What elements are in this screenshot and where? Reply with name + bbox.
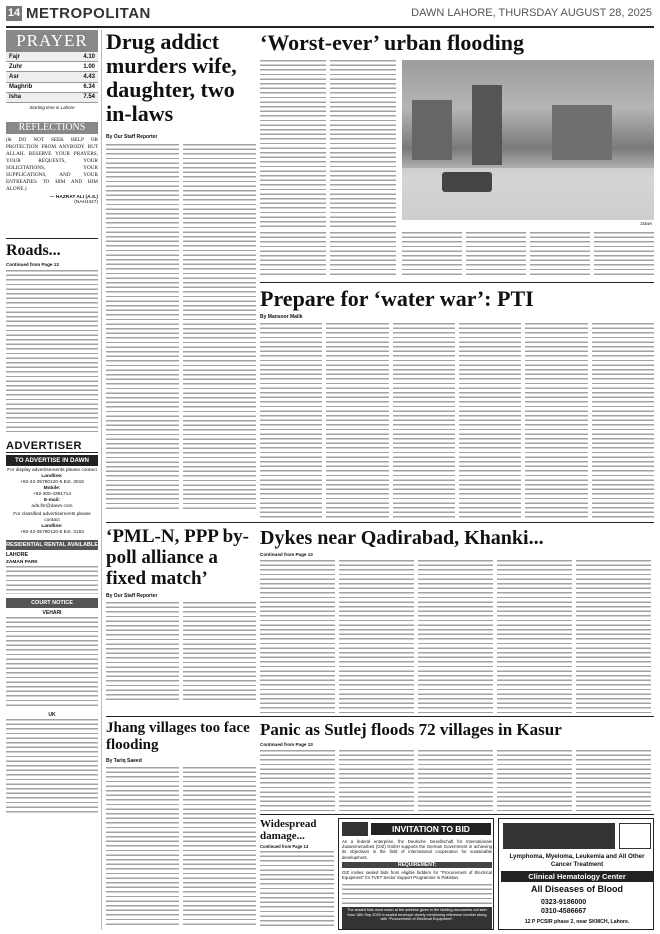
panic-headline: Panic as Sutlej floods 72 villages in Kasur <box>260 720 562 739</box>
dykes-continued: Continued from Page 13 <box>260 552 313 557</box>
prayer-name: Fajr <box>9 53 21 60</box>
rental-label: LAHORE <box>6 552 28 558</box>
reflections-title: REFLECTIONS <box>6 122 98 134</box>
prayer-time: 4.10 <box>83 53 95 60</box>
widespread-continued: Continued from Page 13 <box>260 844 309 849</box>
landline2-number: +92-42-35780120-5 Ext. 3153 <box>20 530 84 535</box>
water-war-byline: By Mansoor Malik <box>260 314 303 320</box>
worst-ever-headline: ‘Worst-ever’ urban flooding <box>260 30 524 55</box>
prayer-row <box>6 62 98 72</box>
bid-body: As a federal enterprise, the Deutsche Gesellschaft für Internationale Zusammenarbeit (GIZ) GmbH supports the German Government in achieving its objectives in the field of international cooperation for sustainable development. <box>342 839 492 860</box>
reflections-ref: (NAHJ427) <box>74 200 98 205</box>
drug-addict-headline: Drug addict murders wife, daughter, two in-laws <box>106 30 237 126</box>
section-title: METROPOLITAN <box>26 5 151 22</box>
prayer-name: Asr <box>9 73 20 80</box>
rental-title: RESIDENTIAL RENTAL AVAILABLE <box>6 542 98 548</box>
advertise-banner: TO ADVERTISE IN DAWN <box>6 455 98 466</box>
giz-logo <box>342 822 368 836</box>
display-ads-label: For display advertisements please contact <box>7 468 97 473</box>
drug-addict-article <box>106 30 256 522</box>
roads-headline: Roads... <box>6 242 61 259</box>
clinic-badge <box>619 823 651 849</box>
widespread-article <box>260 818 334 930</box>
clinic-phone-2: 0310-4586667 <box>541 908 587 915</box>
worst-ever-col2 <box>330 60 396 230</box>
advertiser-box <box>6 440 98 930</box>
classified-ads-label: For classified advertisements please contact <box>13 512 91 523</box>
drug-addict-byline: By Our Staff Reporter <box>106 134 158 140</box>
pml-n-headline: ‘PML-N, PPP by-poll alliance a fixed match’ <box>106 526 250 589</box>
jhang-byline: By Tariq Saeed <box>106 758 142 764</box>
prayer-box <box>6 30 98 118</box>
email-address: ads.lhr@dawn.com <box>31 504 73 509</box>
landline-number: +92-42-35780120-5 Ext. 3015 <box>20 480 84 485</box>
masthead <box>0 0 660 28</box>
roads-continued: Continued from Page 13 <box>6 262 59 267</box>
left-column <box>6 30 98 930</box>
prayer-times <box>6 52 98 103</box>
clinic-logo <box>503 823 615 849</box>
dykes-article <box>260 526 654 716</box>
page-number: 14 <box>7 7 21 19</box>
clinic-tagline: All Diseases of Blood <box>530 884 624 894</box>
prayer-row <box>6 72 98 82</box>
prayer-time: 4.43 <box>83 73 95 80</box>
court-notice-title: COURT NOTICE <box>6 598 98 608</box>
edition-date: DAWN LAHORE, THURSDAY AUGUST 28, 2025 <box>411 7 652 19</box>
email-label: E-mail: <box>44 498 60 503</box>
bid-footer: The sealed bids must reach at the address given in the bidding documents not later than 18th Sep 2025 in sealed envelope clearly mentioning reference number along with “Procurement of Electrical Equipment”. <box>342 907 492 929</box>
landline2-label: Landline: <box>41 524 63 529</box>
reflections-text: (& DO NOT SEEK HELP OR PROTECTION FROM ANYBODY BUT ALLAH. RESERVE YOUR PRAYERS, YOUR REQUESTS, YOUR SOLICITATIONS, YOUR SUPPLICATIONS, AND YOUR ENTREATIES TO HIM AND HIM ALONE.) <box>6 137 98 192</box>
pml-n-article <box>106 526 256 716</box>
prayer-title: PRAYER <box>6 30 98 52</box>
zaman-park-label: ZAMAN PARK <box>6 560 38 565</box>
advertiser-title: ADVERTISER <box>6 440 98 453</box>
prayer-time: 6.34 <box>83 84 95 91</box>
jhang-article <box>106 720 256 930</box>
prayer-time: 7.54 <box>83 94 95 101</box>
prayer-name: Zuhr <box>9 63 23 70</box>
requirement-text: GIZ invites sealed bids from eligible bidders for “Procurement of Electrical Equipment” for TVET Sector Support Programme in Pakistan. <box>342 870 492 881</box>
dykes-headline: Dykes near Qadirabad, Khanki... <box>260 527 544 549</box>
requirement-title: REQUIREMENT: <box>342 862 492 868</box>
vehari-label: VEHARI <box>42 610 62 616</box>
widespread-headline: Widespread damage... <box>260 818 317 842</box>
clinic-phone-1: 0323-9186000 <box>541 899 587 906</box>
mobile-number: +92-300-4391714 <box>32 492 71 497</box>
panic-continued: Continued from Page 13 <box>260 742 313 747</box>
worst-ever-col1 <box>260 60 326 230</box>
prayer-name: Maghrib <box>9 84 33 91</box>
prayer-row <box>6 93 98 103</box>
giz-bid-ad <box>338 818 494 930</box>
bid-banner: INVITATION TO BID <box>371 823 491 835</box>
panic-article <box>260 720 654 814</box>
prayer-time: 1.00 <box>83 63 95 70</box>
prayer-row <box>6 52 98 62</box>
worst-ever-continued <box>402 232 654 280</box>
photo-caption: Dawn <box>640 221 652 226</box>
roads-body <box>6 270 98 432</box>
clinic-address: 12 P PCSIR phase 2, near SKMCH, Lahore. <box>524 919 630 925</box>
worst-ever-article <box>260 30 654 230</box>
mobile-label: Mobile: <box>43 486 61 491</box>
prayer-row <box>6 83 98 93</box>
jhang-headline: Jhang villages too face flooding <box>106 720 250 753</box>
pml-n-byline: By Our Staff Reporter <box>106 593 158 599</box>
uk-label: UK <box>48 712 56 718</box>
landline-label: Landline: <box>41 474 63 479</box>
reflections-box <box>6 122 98 234</box>
clinic-illnesses: Lymphoma, Myeloma, Leukemia and All Other Cancer Treatment <box>509 853 645 868</box>
reflections-source: — HAZRAT ALI (A.S.) <box>49 195 98 200</box>
clinic-ad <box>498 818 654 930</box>
prayer-note: Starting time in Lahore <box>29 104 75 110</box>
water-war-headline: Prepare for ‘water war’: PTI <box>260 286 534 311</box>
water-war-article <box>260 286 654 522</box>
prayer-name: Isha <box>9 94 22 101</box>
flood-photo <box>402 60 654 220</box>
clinic-name: Clinical Hematology Center <box>501 871 653 882</box>
